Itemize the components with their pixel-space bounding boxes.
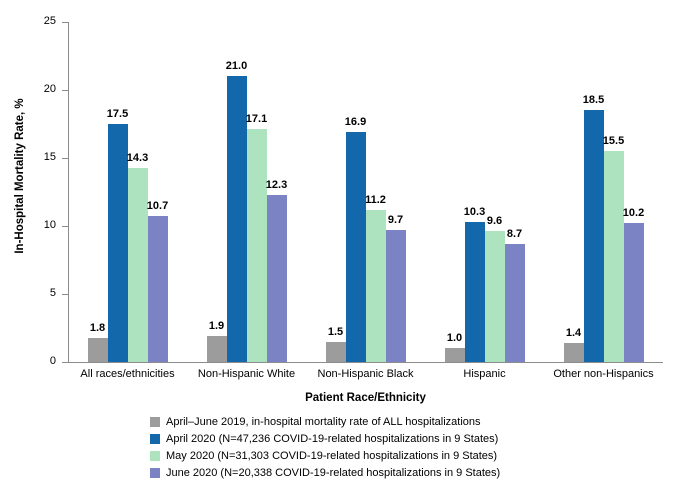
- legend-label: June 2020 (N=20,338 COVID-19-related hospitalizations in 9 States): [166, 467, 501, 479]
- bar: [346, 132, 366, 362]
- bar: [485, 231, 505, 362]
- bar: [207, 336, 227, 362]
- legend-label: April–June 2019, in-hospital mortality rate of ALL hospitalizations: [166, 416, 481, 428]
- legend-swatch: [150, 434, 160, 444]
- y-axis-tick-label-wrap: [12, 16, 56, 27]
- bar-value-label: 1.4: [565, 326, 582, 339]
- bar: [386, 230, 406, 362]
- bar-value-label: 17.1: [245, 113, 268, 126]
- bar-value-label: 15.5: [602, 135, 625, 148]
- legend-label: May 2020 (N=31,303 COVID-19-related hospitalizations in 9 States): [166, 450, 498, 462]
- x-axis-tick-label: Other non-Hispanics: [553, 368, 654, 380]
- bar-value-label: 10.2: [622, 207, 645, 220]
- legend-item: [150, 465, 580, 481]
- bar-value-label: 11.2: [365, 193, 386, 206]
- bar: [326, 342, 346, 362]
- bar: [128, 168, 148, 362]
- legend: [150, 414, 580, 482]
- legend-item: [150, 448, 580, 464]
- bar: [148, 216, 168, 362]
- bar-group-inner: [187, 22, 306, 362]
- y-axis-tick-label: 0: [49, 355, 56, 367]
- plot-area: [68, 22, 663, 362]
- bar-value-label: 12.3: [265, 178, 288, 191]
- y-axis-tick-label-wrap: [12, 152, 56, 163]
- bar-value-label: 17.5: [106, 108, 129, 120]
- bar-group: [187, 22, 306, 362]
- bar: [247, 129, 267, 362]
- bar: [88, 338, 108, 362]
- y-axis-tick-label: 15: [43, 151, 56, 163]
- x-axis-title: Patient Race/Ethnicity: [305, 392, 426, 404]
- legend-item: [150, 414, 580, 430]
- bar-value-label: 21.0: [225, 60, 248, 73]
- bar-value-label: 16.9: [344, 116, 367, 129]
- legend-swatch: [150, 468, 160, 478]
- y-axis-tick-label-wrap: [12, 220, 56, 231]
- bar: [584, 110, 604, 362]
- bar-value-label: 1.9: [208, 320, 225, 333]
- bar-group-inner: [68, 22, 187, 362]
- legend-swatch: [150, 451, 160, 461]
- y-axis-title: In-Hospital Mortality Rate, %: [14, 98, 26, 254]
- x-axis-tick-label: Non-Hispanic White: [197, 368, 296, 380]
- bar: [604, 151, 624, 362]
- x-axis-tick-label: All races/ethnicities: [80, 368, 175, 380]
- bar-value-label: 10.7: [146, 200, 169, 213]
- bar-value-label: 1.0: [446, 332, 463, 345]
- legend-item: [150, 431, 580, 447]
- legend-label: April 2020 (N=47,236 COVID-19-related hospitalizations in 9 States): [166, 433, 499, 445]
- bar-value-label: 1.5: [327, 325, 344, 338]
- bar-value-label: 10.3: [463, 205, 486, 218]
- x-axis-line: [68, 362, 663, 363]
- bar-value-label: 18.5: [582, 94, 605, 107]
- bar-group-inner: [306, 22, 425, 362]
- bar-value-label: 9.6: [486, 215, 503, 228]
- bar: [445, 348, 465, 362]
- bar-value-label: 9.7: [387, 214, 404, 227]
- legend-swatch: [150, 417, 160, 427]
- y-axis-tick-label: 20: [43, 83, 56, 95]
- bar: [267, 195, 287, 362]
- y-axis-tick-label: 10: [43, 219, 56, 231]
- bar: [505, 244, 525, 362]
- bar: [564, 343, 584, 362]
- bar-group: [544, 22, 663, 362]
- bar: [366, 210, 386, 362]
- bar: [624, 223, 644, 362]
- x-axis-tick-label: Non-Hispanic Black: [317, 368, 414, 380]
- y-axis-tick: [62, 362, 68, 363]
- x-axis-tick-label: Hispanic: [463, 368, 506, 380]
- bar-group: [425, 22, 544, 362]
- bar: [465, 222, 485, 362]
- y-axis-tick-label-wrap: [12, 288, 56, 299]
- y-axis-tick-label: 25: [43, 15, 56, 27]
- bar-group-inner: [544, 22, 663, 362]
- bar-value-label: 8.7: [506, 227, 523, 240]
- y-axis-tick-label-wrap: [12, 84, 56, 95]
- bar-group: [306, 22, 425, 362]
- bar-group: [68, 22, 187, 362]
- bar-value-label: 14.3: [126, 151, 149, 164]
- bar-value-label: 1.8: [89, 321, 106, 334]
- y-axis-tick-label: 5: [49, 287, 56, 299]
- bar-group-inner: [425, 22, 544, 362]
- y-axis-tick-label-wrap: [12, 356, 56, 367]
